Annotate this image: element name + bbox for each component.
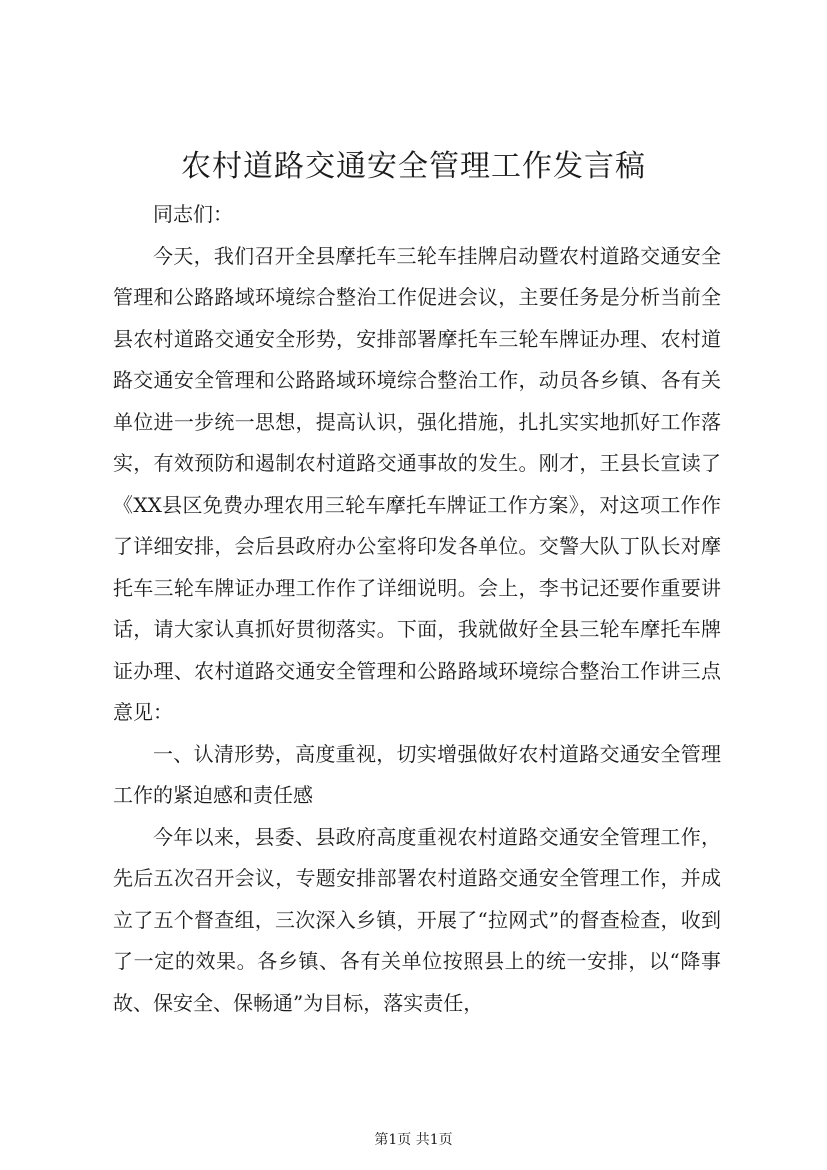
document-body: [113, 194, 721, 1024]
page-footer: 第1页 共1页: [374, 1132, 453, 1148]
section-heading-1: 一、认清形势，高度重视，切实增强做好农村道路交通安全管理工作的紧迫感和责任感: [113, 741, 721, 807]
salutation-paragraph: 同志们：: [153, 202, 233, 226]
intro-paragraph: 今天，我们召开全县摩托车三轮车挂牌启动暨农村道路交通安全管理和公路路域环境综合整治工作促进会议，主要任务是分析当前全县农村道路交通安全形势，安排部署摩托车三轮车牌证办理、农村道路交通安全管理和公路路域环境综合整治工作，动员各乡镇、各有关单位进一步统一思想，提高认识，强化措施，扎扎实实地抓好工作落实，有效预防和遏制农村道路交通事故的发生。刚才，王县长宣读了《XX县区免费办理农用三轮车摩托车牌证工作方案》，对这项工作作了详细安排，会后县政府办公室将印发各单位。交警大队丁队长对摩托车三轮车牌证办理工作作了详细说明。会上，李书记还要作重要讲话，请大家认真抓好贯彻落实。下面，我就做好全县三轮车摩托车牌证办理、农村道路交通安全管理和公路路域环境综合整治工作讲三点意见：: [113, 243, 721, 724]
body-paragraph: 今年以来，县委、县政府高度重视农村道路交通安全管理工作，先后五次召开会议，专题安排部署农村道路交通安全管理工作，并成立了五个督查组，三次深入乡镇，开展了“拉网式”的督查检查，收到了一定的效果。各乡镇、各有关单位按照县上的统一安排，以“降事故、保安全、保畅通”为目标，落实责任，: [113, 824, 721, 1015]
document-title: 农村道路交通安全管理工作发言稿: [181, 149, 646, 184]
